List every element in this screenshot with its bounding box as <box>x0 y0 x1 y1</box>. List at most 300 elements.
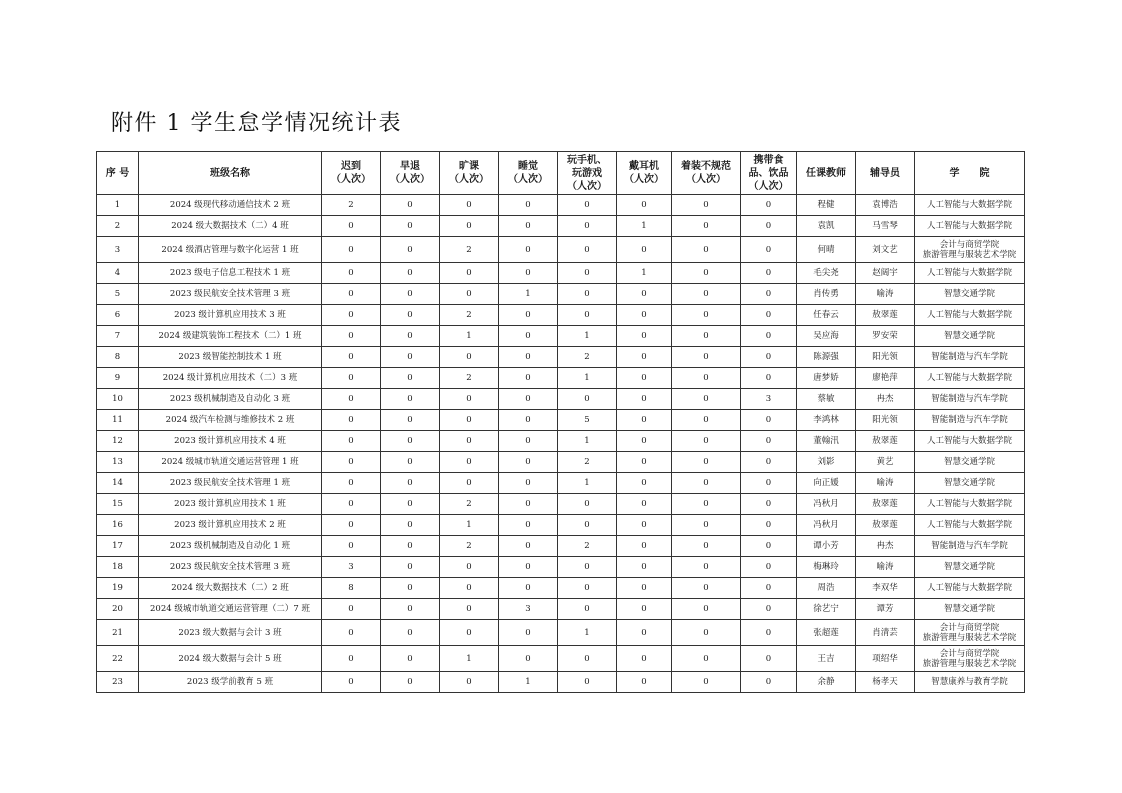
cell-sleeping: 0 <box>499 620 558 646</box>
cell-absent: 0 <box>440 620 499 646</box>
cell-food-drinks: 3 <box>741 389 797 410</box>
table-row <box>97 284 1025 305</box>
cell-counselor: 喻涛 <box>856 284 915 305</box>
header-line: （人次） <box>748 180 789 192</box>
table-row <box>97 473 1025 494</box>
cell-college <box>915 557 1025 578</box>
cell-teacher: 刘影 <box>797 452 856 473</box>
cell-counselor: 罗安荣 <box>856 326 915 347</box>
cell-teacher: 王吉 <box>797 646 856 672</box>
cell-teacher: 程健 <box>797 195 856 216</box>
cell-no: 6 <box>97 305 139 326</box>
cell-earphones: 0 <box>617 473 672 494</box>
header-line: 品、饮品 <box>748 167 789 179</box>
cell-counselor: 项绍华 <box>856 646 915 672</box>
cell-absent: 1 <box>440 326 499 347</box>
cell-counselor: 敖翠莲 <box>856 494 915 515</box>
cell-absent: 0 <box>440 557 499 578</box>
cell-absent: 0 <box>440 672 499 693</box>
college-line: 旅游管理与服装艺术学院 <box>922 658 1017 669</box>
college-line: 人工智能与大数据学院 <box>926 221 1012 231</box>
cell-phone-games: 0 <box>558 599 617 620</box>
cell-sleeping: 0 <box>499 216 558 237</box>
cell-earphones: 0 <box>617 410 672 431</box>
cell-sleeping: 0 <box>499 473 558 494</box>
cell-class-name: 2023 级计算机应用技术 2 班 <box>139 515 322 536</box>
cell-teacher: 徐艺宁 <box>797 599 856 620</box>
cell-food-drinks: 0 <box>741 473 797 494</box>
cell-no: 17 <box>97 536 139 557</box>
cell-early-leave: 0 <box>381 410 440 431</box>
college-line: 旅游管理与服装艺术学院 <box>922 632 1017 643</box>
cell-no: 1 <box>97 195 139 216</box>
header-college <box>915 152 1025 195</box>
table-row <box>97 389 1025 410</box>
cell-counselor: 李双华 <box>856 578 915 599</box>
cell-class-name: 2024 级大数据与会计 5 班 <box>139 646 322 672</box>
cell-sleeping: 1 <box>499 284 558 305</box>
header-line: （人次） <box>508 174 548 185</box>
table-row <box>97 237 1025 263</box>
cell-dress-code: 0 <box>672 536 741 557</box>
college-line: 智慧交通学院 <box>943 289 995 299</box>
cell-counselor: 赵阔宇 <box>856 263 915 284</box>
cell-no: 18 <box>97 557 139 578</box>
college-line: 人工智能与大数据学院 <box>926 200 1012 210</box>
cell-sleeping: 0 <box>499 646 558 672</box>
cell-earphones: 1 <box>617 263 672 284</box>
cell-class-name: 2023 级学前教育 5 班 <box>139 672 322 693</box>
cell-teacher: 肖传勇 <box>797 284 856 305</box>
cell-teacher: 何晴 <box>797 237 856 263</box>
cell-food-drinks: 0 <box>741 672 797 693</box>
cell-dress-code: 0 <box>672 578 741 599</box>
cell-late: 0 <box>322 515 381 536</box>
cell-earphones: 0 <box>617 452 672 473</box>
cell-counselor: 谭芳 <box>856 599 915 620</box>
cell-sleeping: 0 <box>499 452 558 473</box>
cell-late: 0 <box>322 536 381 557</box>
college-line: 智慧交通学院 <box>943 457 995 467</box>
header-line: 玩手机、 <box>567 154 607 166</box>
cell-early-leave: 0 <box>381 646 440 672</box>
cell-teacher: 毛尖尧 <box>797 263 856 284</box>
college-line: 会计与商贸学院 <box>939 648 1000 659</box>
cell-dress-code: 0 <box>672 347 741 368</box>
table-body <box>97 195 1025 693</box>
cell-absent: 0 <box>440 216 499 237</box>
cell-food-drinks: 0 <box>741 368 797 389</box>
cell-teacher: 冯秋月 <box>797 515 856 536</box>
cell-early-leave: 0 <box>381 431 440 452</box>
cell-no: 8 <box>97 347 139 368</box>
cell-earphones: 0 <box>617 347 672 368</box>
cell-phone-games: 0 <box>558 578 617 599</box>
cell-college <box>915 237 1025 263</box>
cell-teacher: 谭小芳 <box>797 536 856 557</box>
cell-food-drinks: 0 <box>741 195 797 216</box>
cell-absent: 0 <box>440 195 499 216</box>
header-line: 迟到 <box>341 161 361 172</box>
cell-college <box>915 284 1025 305</box>
header-line: （人次） <box>624 174 664 185</box>
cell-college <box>915 578 1025 599</box>
header-line: （人次） <box>449 174 489 185</box>
header-early-leave <box>381 152 440 195</box>
table-row <box>97 452 1025 473</box>
cell-sleeping: 1 <box>499 672 558 693</box>
cell-class-name: 2023 级智能控制技术 1 班 <box>139 347 322 368</box>
cell-phone-games: 1 <box>558 368 617 389</box>
college-line: 会计与商贸学院 <box>939 622 1000 633</box>
college-line: 旅游管理与服装艺术学院 <box>922 249 1017 260</box>
cell-absent: 0 <box>440 452 499 473</box>
cell-food-drinks: 0 <box>741 216 797 237</box>
cell-college <box>915 646 1025 672</box>
cell-counselor: 黄艺 <box>856 452 915 473</box>
header-line: 戴耳机 <box>629 161 659 172</box>
cell-teacher: 冯秋月 <box>797 494 856 515</box>
cell-early-leave: 0 <box>381 557 440 578</box>
cell-late: 0 <box>322 216 381 237</box>
cell-no: 5 <box>97 284 139 305</box>
header-line: （人次） <box>686 174 726 185</box>
cell-sleeping: 0 <box>499 305 558 326</box>
cell-late: 0 <box>322 410 381 431</box>
cell-phone-games: 2 <box>558 536 617 557</box>
cell-class-name: 2023 级大数据与会计 3 班 <box>139 620 322 646</box>
cell-dress-code: 0 <box>672 195 741 216</box>
cell-dress-code: 0 <box>672 557 741 578</box>
cell-college <box>915 263 1025 284</box>
cell-earphones: 0 <box>617 515 672 536</box>
cell-earphones: 1 <box>617 216 672 237</box>
cell-earphones: 0 <box>617 326 672 347</box>
cell-class-name: 2024 级现代移动通信技术 2 班 <box>139 195 322 216</box>
cell-late: 0 <box>322 599 381 620</box>
header-teacher <box>797 152 856 195</box>
cell-sleeping: 0 <box>499 195 558 216</box>
cell-late: 2 <box>322 195 381 216</box>
cell-phone-games: 0 <box>558 237 617 263</box>
cell-sleeping: 0 <box>499 515 558 536</box>
cell-no: 12 <box>97 431 139 452</box>
college-line: 智能制造与汽车学院 <box>931 415 1008 425</box>
table-row <box>97 195 1025 216</box>
cell-college <box>915 620 1025 646</box>
cell-class-name: 2024 级计算机应用技术（二）3 班 <box>139 368 322 389</box>
cell-dress-code: 0 <box>672 515 741 536</box>
cell-dress-code: 0 <box>672 216 741 237</box>
cell-college <box>915 452 1025 473</box>
table-row <box>97 368 1025 389</box>
cell-food-drinks: 0 <box>741 452 797 473</box>
table-row <box>97 557 1025 578</box>
college-line: 人工智能与大数据学院 <box>926 583 1012 593</box>
cell-class-name: 2023 级民航安全技术管理 1 班 <box>139 473 322 494</box>
cell-teacher: 袁凯 <box>797 216 856 237</box>
college-line: 智能制造与汽车学院 <box>931 541 1008 551</box>
cell-early-leave: 0 <box>381 195 440 216</box>
cell-counselor: 冉杰 <box>856 536 915 557</box>
cell-early-leave: 0 <box>381 599 440 620</box>
cell-phone-games: 0 <box>558 557 617 578</box>
cell-class-name: 2023 级计算机应用技术 4 班 <box>139 431 322 452</box>
cell-dress-code: 0 <box>672 599 741 620</box>
college-line: 人工智能与大数据学院 <box>926 499 1012 509</box>
cell-food-drinks: 0 <box>741 578 797 599</box>
header-line: 班级名称 <box>210 167 250 179</box>
cell-sleeping: 0 <box>499 389 558 410</box>
cell-absent: 0 <box>440 284 499 305</box>
table-row <box>97 410 1025 431</box>
cell-food-drinks: 0 <box>741 263 797 284</box>
cell-early-leave: 0 <box>381 620 440 646</box>
cell-late: 0 <box>322 452 381 473</box>
cell-early-leave: 0 <box>381 216 440 237</box>
table-row <box>97 672 1025 693</box>
table-row <box>97 305 1025 326</box>
table-row <box>97 599 1025 620</box>
cell-late: 0 <box>322 305 381 326</box>
cell-sleeping: 0 <box>499 578 558 599</box>
cell-class-name: 2024 级城市轨道交通运营管理（二）7 班 <box>139 599 322 620</box>
table-row <box>97 620 1025 646</box>
cell-teacher: 梅琳玲 <box>797 557 856 578</box>
header-late <box>322 152 381 195</box>
cell-class-name: 2024 级大数据技术（二）4 班 <box>139 216 322 237</box>
cell-counselor: 马雪琴 <box>856 216 915 237</box>
cell-food-drinks: 0 <box>741 326 797 347</box>
cell-late: 0 <box>322 389 381 410</box>
cell-counselor: 冉杰 <box>856 389 915 410</box>
college-line: 人工智能与大数据学院 <box>926 310 1012 320</box>
cell-dress-code: 0 <box>672 620 741 646</box>
cell-phone-games: 0 <box>558 284 617 305</box>
cell-earphones: 0 <box>617 578 672 599</box>
cell-absent: 2 <box>440 237 499 263</box>
cell-late: 0 <box>322 431 381 452</box>
cell-absent: 2 <box>440 305 499 326</box>
header-line: 携带食 <box>753 154 784 166</box>
cell-phone-games: 5 <box>558 410 617 431</box>
cell-absent: 0 <box>440 578 499 599</box>
cell-college <box>915 195 1025 216</box>
cell-class-name: 2023 级计算机应用技术 1 班 <box>139 494 322 515</box>
cell-no: 16 <box>97 515 139 536</box>
header-sleeping <box>499 152 558 195</box>
cell-late: 0 <box>322 646 381 672</box>
cell-food-drinks: 0 <box>741 347 797 368</box>
cell-dress-code: 0 <box>672 431 741 452</box>
cell-no: 20 <box>97 599 139 620</box>
cell-college <box>915 431 1025 452</box>
cell-food-drinks: 0 <box>741 494 797 515</box>
header-counselor <box>856 152 915 195</box>
cell-no: 15 <box>97 494 139 515</box>
cell-sleeping: 3 <box>499 599 558 620</box>
header-dress-code <box>672 152 741 195</box>
cell-teacher: 张超莲 <box>797 620 856 646</box>
cell-college <box>915 216 1025 237</box>
cell-absent: 1 <box>440 515 499 536</box>
cell-dress-code: 0 <box>672 368 741 389</box>
cell-absent: 0 <box>440 389 499 410</box>
cell-absent: 2 <box>440 494 499 515</box>
header-no <box>97 152 139 195</box>
table-row <box>97 515 1025 536</box>
college-line: 智慧交通学院 <box>943 331 995 341</box>
cell-early-leave: 0 <box>381 473 440 494</box>
cell-no: 7 <box>97 326 139 347</box>
cell-no: 2 <box>97 216 139 237</box>
college-line: 人工智能与大数据学院 <box>926 373 1012 383</box>
table-row <box>97 326 1025 347</box>
cell-no: 4 <box>97 263 139 284</box>
header-line: 辅导员 <box>870 167 900 179</box>
college-line: 智能制造与汽车学院 <box>931 352 1008 362</box>
cell-teacher: 余静 <box>797 672 856 693</box>
cell-early-leave: 0 <box>381 263 440 284</box>
cell-phone-games: 1 <box>558 620 617 646</box>
cell-sleeping: 0 <box>499 431 558 452</box>
cell-counselor: 喻涛 <box>856 473 915 494</box>
cell-college <box>915 494 1025 515</box>
cell-absent: 0 <box>440 473 499 494</box>
cell-absent: 0 <box>440 410 499 431</box>
cell-no: 19 <box>97 578 139 599</box>
cell-counselor: 杨孝天 <box>856 672 915 693</box>
cell-food-drinks: 0 <box>741 557 797 578</box>
cell-absent: 0 <box>440 431 499 452</box>
cell-teacher: 唐梦娇 <box>797 368 856 389</box>
cell-no: 13 <box>97 452 139 473</box>
college-line: 人工智能与大数据学院 <box>926 268 1012 278</box>
cell-food-drinks: 0 <box>741 431 797 452</box>
header-line: （人次） <box>331 174 371 185</box>
header-line: （人次） <box>390 174 430 185</box>
cell-phone-games: 2 <box>558 347 617 368</box>
cell-counselor: 敖翠莲 <box>856 431 915 452</box>
cell-no: 11 <box>97 410 139 431</box>
statistics-table <box>96 151 1025 693</box>
cell-college <box>915 672 1025 693</box>
table-header-row <box>97 152 1025 195</box>
cell-counselor: 廖艳萍 <box>856 368 915 389</box>
cell-college <box>915 368 1025 389</box>
cell-no: 21 <box>97 620 139 646</box>
header-line: 旷课 <box>459 161 479 172</box>
cell-early-leave: 0 <box>381 326 440 347</box>
cell-college <box>915 305 1025 326</box>
cell-food-drinks: 0 <box>741 646 797 672</box>
cell-dress-code: 0 <box>672 646 741 672</box>
cell-earphones: 0 <box>617 284 672 305</box>
cell-food-drinks: 0 <box>741 536 797 557</box>
header-food-drinks <box>741 152 797 195</box>
cell-phone-games: 0 <box>558 195 617 216</box>
cell-late: 0 <box>322 473 381 494</box>
college-line: 智慧康养与教育学院 <box>931 677 1008 687</box>
cell-sleeping: 0 <box>499 347 558 368</box>
header-line: （人次） <box>567 180 607 192</box>
cell-earphones: 0 <box>617 431 672 452</box>
cell-phone-games: 0 <box>558 515 617 536</box>
cell-class-name: 2024 级酒店管理与数字化运营 1 班 <box>139 237 322 263</box>
cell-counselor: 阳光领 <box>856 410 915 431</box>
cell-absent: 2 <box>440 368 499 389</box>
cell-phone-games: 0 <box>558 389 617 410</box>
cell-teacher: 董翰汛 <box>797 431 856 452</box>
cell-no: 9 <box>97 368 139 389</box>
cell-teacher: 任春云 <box>797 305 856 326</box>
cell-early-leave: 0 <box>381 494 440 515</box>
table-row <box>97 646 1025 672</box>
cell-sleeping: 0 <box>499 263 558 284</box>
cell-class-name: 2023 级民航安全技术管理 3 班 <box>139 284 322 305</box>
cell-absent: 0 <box>440 599 499 620</box>
cell-early-leave: 0 <box>381 515 440 536</box>
cell-absent: 1 <box>440 646 499 672</box>
cell-absent: 0 <box>440 347 499 368</box>
page-title: 附件 1 学生怠学情况统计表 <box>111 111 402 136</box>
cell-class-name: 2024 级汽车检测与维修技术 2 班 <box>139 410 322 431</box>
cell-college <box>915 536 1025 557</box>
cell-dress-code: 0 <box>672 410 741 431</box>
cell-college <box>915 410 1025 431</box>
cell-college <box>915 389 1025 410</box>
cell-class-name: 2023 级机械制造及自动化 1 班 <box>139 536 322 557</box>
cell-no: 14 <box>97 473 139 494</box>
cell-teacher: 陈源强 <box>797 347 856 368</box>
cell-no: 22 <box>97 646 139 672</box>
cell-phone-games: 0 <box>558 263 617 284</box>
college-line: 智慧交通学院 <box>943 478 995 488</box>
cell-teacher: 蔡敏 <box>797 389 856 410</box>
cell-food-drinks: 0 <box>741 284 797 305</box>
cell-dress-code: 0 <box>672 494 741 515</box>
cell-counselor: 袁博浩 <box>856 195 915 216</box>
college-line: 智慧交通学院 <box>943 562 995 572</box>
header-line: 早退 <box>400 161 420 172</box>
cell-phone-games: 0 <box>558 216 617 237</box>
cell-sleeping: 0 <box>499 326 558 347</box>
cell-late: 0 <box>322 237 381 263</box>
cell-early-leave: 0 <box>381 672 440 693</box>
cell-dress-code: 0 <box>672 473 741 494</box>
header-absent <box>440 152 499 195</box>
cell-early-leave: 0 <box>381 578 440 599</box>
cell-early-leave: 0 <box>381 389 440 410</box>
table-row <box>97 578 1025 599</box>
cell-counselor: 喻涛 <box>856 557 915 578</box>
cell-dress-code: 0 <box>672 305 741 326</box>
header-line: 序 号 <box>105 167 130 179</box>
cell-food-drinks: 0 <box>741 410 797 431</box>
cell-earphones: 0 <box>617 599 672 620</box>
header-class-name <box>139 152 322 195</box>
cell-late: 0 <box>322 672 381 693</box>
table-row <box>97 263 1025 284</box>
cell-earphones: 0 <box>617 536 672 557</box>
header-phone-games <box>558 152 617 195</box>
cell-absent: 2 <box>440 536 499 557</box>
cell-earphones: 0 <box>617 672 672 693</box>
cell-dress-code: 0 <box>672 672 741 693</box>
cell-earphones: 0 <box>617 646 672 672</box>
cell-late: 0 <box>322 263 381 284</box>
cell-sleeping: 0 <box>499 410 558 431</box>
